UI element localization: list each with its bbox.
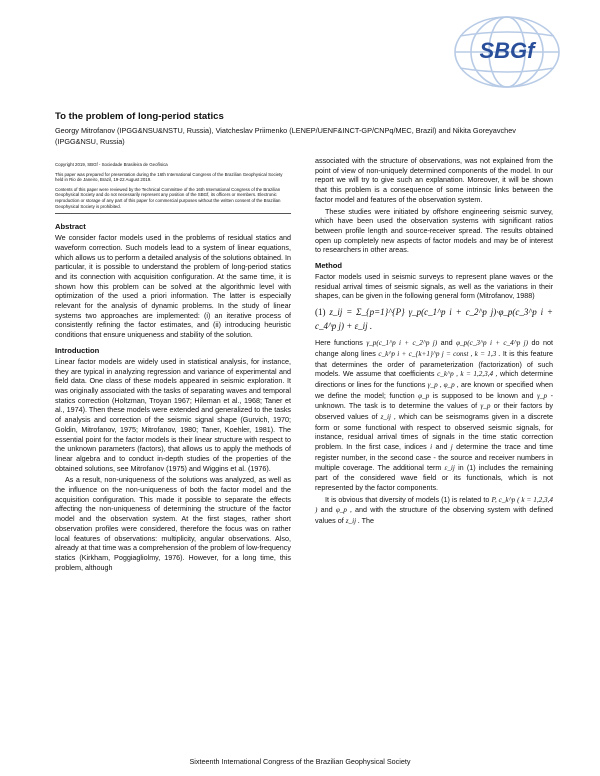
abstract-text: We consider factor models used in the problems of residual statics and waveform correction. Such models lead to a system of linear equations, which allows us to perform a detailed analysis of the solutions obtained. In particular, it is possible to understand the problem of long-period statics and its connection with acquisition configuration. At the same time, it is shown how this problem can be solved at the algorithmic level with optimization of the used a priori information. The latter is especially relevant for the analysis of dynamic problems. In the study of linear systems two approaches are implemented: (i) an iterative process of consistently refining the factor estimates, and (ii) introducing heuristic conditions that ensure uniqueness and stability of the solution. bbox=[55, 233, 291, 340]
math-j: j bbox=[450, 443, 453, 452]
left-column bbox=[55, 162, 291, 574]
math-lines: c_k^p i + c_{k+1}^p j = const , k = 1,3 . bbox=[378, 349, 501, 358]
text-run: and bbox=[440, 338, 453, 348]
divider bbox=[55, 213, 291, 214]
equation-1 bbox=[315, 305, 553, 333]
math-epsilon: ε_ij bbox=[444, 463, 455, 472]
introduction-heading: Introduction bbox=[55, 345, 100, 355]
presentation-note: This paper was prepared for presentation during the 16th International Congress of the Brazilian Geophysical Society held in Rio de Janeiro, Brazil, 19-22 August 2019. bbox=[55, 171, 283, 183]
text-run: and with the structure of the observing system with defined values of bbox=[315, 505, 553, 526]
author-list: Georgy Mitrofanov (IPGG&NSU&NSTU, Russia), Viatcheslav Priimenko (LENEP/UENF&INCT-GP/CNPq/MEC, Brazil) and Nikita Goreyavchev (IPGG&NSU, Russia) bbox=[55, 126, 516, 146]
method-heading: Method bbox=[315, 261, 342, 271]
text-run: are known or specified when we define the model; function bbox=[315, 379, 553, 400]
intro-paragraph-1: Linear factor models are widely used in statistical analysis, for instance, they are typical in analyzing regression and variance of experimental and field data. One class of these models appeared in seismic exploration. It was originally associated with the tasks of separating waves and temporal statics correction (Holtzman, Troyan 1967; Hileman et al., 1968; Taner et al., 1974). Then these models were extended and generalized to the tasks of analysis and correction of the seismic signal shape (Gurvich, 1970; Goldin, Mitrofanov, 1975; Mitrofanov, 1980; Taner, Koehler, 1981). The essential point for the factor models is their linear structure with respect to the unknown parameters (factors), that allows us to apply the methods of linear algebra and to conduct in-depth studies of the properties of the obtained solutions, see Mitrofanov (1975) and Wiggins et al. (1976). bbox=[55, 356, 292, 473]
sbgf-logo bbox=[452, 14, 562, 90]
method-paragraph-3 bbox=[315, 495, 553, 527]
text-run: The bbox=[361, 516, 375, 526]
math-functions: γ_p , φ_p , bbox=[427, 380, 459, 389]
math-gamma: γ_p(c_1^p i + c_2^p j) bbox=[366, 339, 438, 348]
text-run: is supposed to be known and bbox=[432, 390, 534, 400]
math-gamma-p: γ_p bbox=[537, 391, 548, 400]
review-note: Contents of this paper were reviewed by the Technical Committee of the 16th International Congress of the Brazilian Geophysical Society and do not necessarily represent any position of the SBGf, its officers or members. Electronic reproduction or storage of any part of this paper for commercial purposes without the written consent of the Brazilian Geophysical Society is prohibited. bbox=[55, 186, 281, 209]
math-phi: φ_p(c_3^p i + c_4^p j) bbox=[456, 339, 529, 348]
math-i: i bbox=[430, 443, 433, 452]
method-paragraph-1: Factor models used in seismic surveys to represent plane waves or the residual arrival times of seismic signals, as well as the variations in their shapes, can be given in the following general form (Mitrofanov, 1988) bbox=[315, 272, 553, 301]
text-run: It is this feature that determines the order of parameterization (factorization) of such models. We assume that coefficients bbox=[315, 348, 553, 379]
text-run: which determine directions or lines for the functions bbox=[315, 369, 553, 389]
copyright-line: Copyright 2019, SBGf - Sociedade Brasileira de Geofísica bbox=[55, 162, 168, 167]
text-run: Here functions bbox=[315, 338, 363, 348]
logo-text: SBGf bbox=[479, 38, 535, 63]
right-paragraph-2: These studies were initiated by offshore engineering seismic survey, which have been used the observation systems with significant ratios between profile length and source-receiver spread. The results obtained open up completely new aspects of factor models and may be of interest to researchers in other areas. bbox=[315, 206, 553, 255]
text-run: in (1) includes the remaining part of the considered wave field or its functionals, which is not represented by the factor components. bbox=[315, 462, 553, 492]
text-run: and bbox=[320, 505, 333, 515]
intro-paragraph-2: As a result, non-uniqueness of the solutions was analyzed, as well as the influence on the non-uniqueness of both the factor model and the acquisition configuration. This made it possible to separate the effects affecting the non-uniqueness of determining the structure of the factor model and the observation system. At the first stages, rather short observation profiles were considered, therefore the focus was on rather local features of observations: multiplicity, angular observations. Also, already at that time was a comprehension of the problem of low-frequency statics (Kirkham, Poggiagliolmy, 1976). However, for a long time, this problem, although bbox=[55, 475, 291, 572]
page-footer: Sixteenth International Congress of the Brazilian Geophysical Society bbox=[189, 757, 411, 766]
text-run: - unknown. The task is to determine the values of bbox=[315, 390, 554, 411]
text-run: and bbox=[435, 442, 448, 452]
math-zij: z_ij , bbox=[380, 413, 396, 422]
equation-body: z_ij = Σ_{p=1}^{P} γ_p(c_1^p i + c_2^p j)·φ_p(c_3^p i + c_4^p j) + ε_ij . bbox=[315, 307, 554, 332]
text-run: or their factors by observed values of bbox=[315, 401, 554, 422]
text-run: determine the trace and time register number, in the second case - the source and receiver numbers in multiple coverage. The additional term bbox=[315, 442, 553, 472]
right-paragraph-1: associated with the structure of observations, was not explained from the point of view of non-uniquely determined components of the model. In our report we will try to give such an explanation. Moreover, it will be shown that this problem is a consequence of some intrinsic links between the factor model and features of the observation system. bbox=[315, 156, 553, 204]
text-run: It is obvious that diversity of models (1) is related to bbox=[325, 494, 490, 504]
paper-title: To the problem of long-period statics bbox=[55, 111, 224, 122]
text-run: which can be seismograms given in a discrete form or some functional with respect to observed seismic signals, for instance, residual arrival times of signals in the time static correction problem. In the first case, indices bbox=[315, 412, 554, 452]
math-coeffs: c_k^p , k = 1,2,3,4 , bbox=[437, 370, 498, 379]
math-phi-p: φ_p bbox=[418, 391, 430, 400]
abstract-heading: Abstract bbox=[55, 222, 86, 232]
equation-label: (1) bbox=[315, 307, 326, 318]
math-gamma-p-2: γ_p bbox=[480, 402, 491, 411]
math-phi-p-2: φ_p , bbox=[335, 506, 352, 515]
text-run: do not change along lines bbox=[315, 338, 553, 358]
math-zij-2: z_ij . bbox=[345, 517, 360, 526]
method-paragraph-2 bbox=[315, 338, 553, 493]
math-params: P, c_k^p ( k = 1,2,3,4 ) bbox=[315, 495, 554, 515]
right-column bbox=[315, 156, 553, 529]
